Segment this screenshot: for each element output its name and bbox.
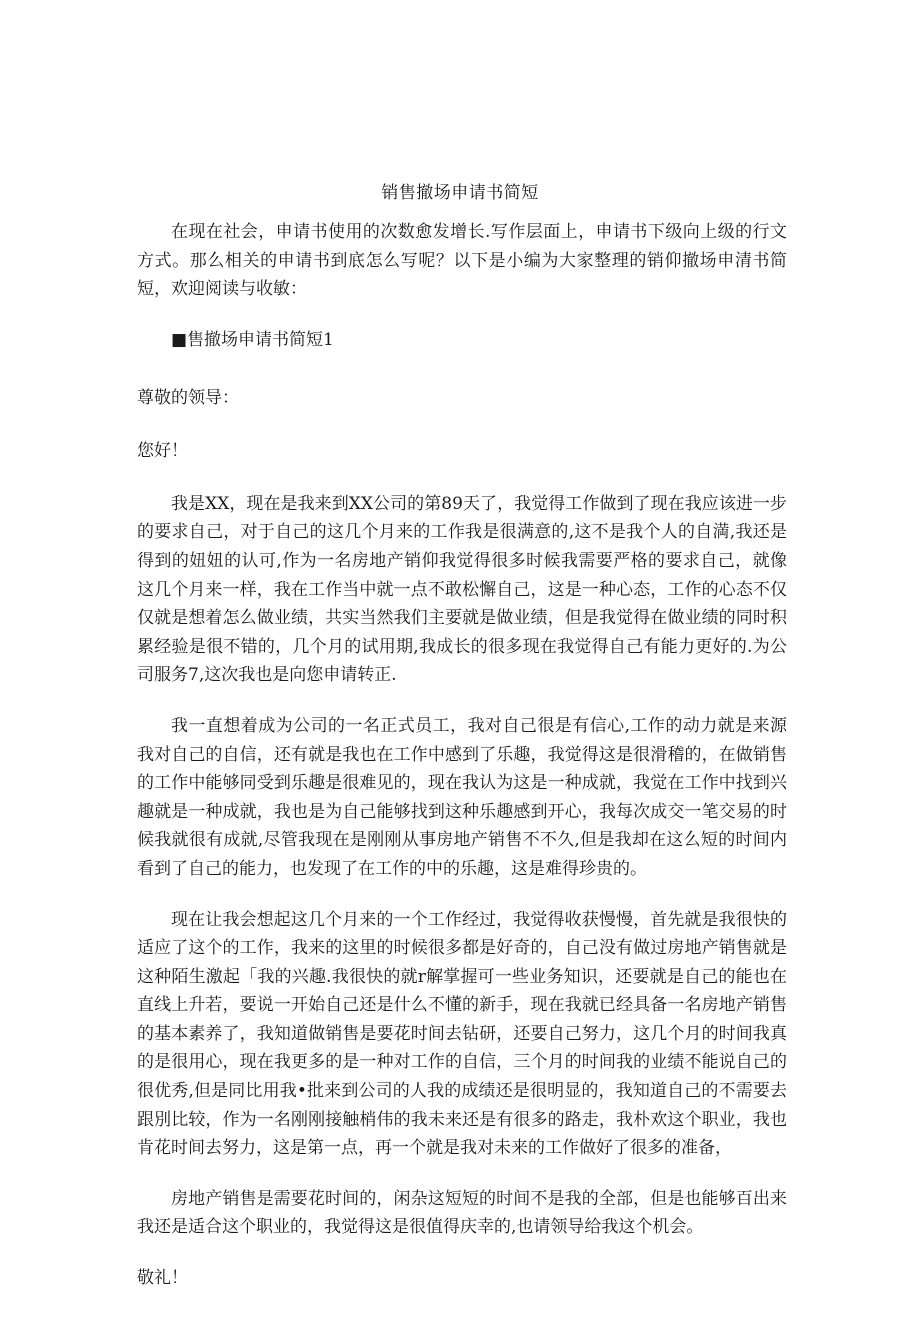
closing: 敬礼！ — [137, 1268, 188, 1289]
body-paragraph-1: 我是XX，现在是我来到XX公司的第89天了，我觉得工作做到了现在我应该进一步的要求自己，对于自己的这几个月来的工作我是很满意的,这不是我个人的自満,我还是得到的妞妞的认可,作为一名房地产销仰我觉得很多时候我需要严格的要求自己，就像这几个月来一样，我在工作当中就一点不敢松懈自己，这是一种心态，工作的心态不仅仅就是想着怎么做业绩，共实当然我们主要就是做业绩，但是我觉得在做业绩的同时积累经验是很不错的，几个月的试用期,我成长的很多现在我觉得自己有能力更好的.为公司服务7,这次我也是向您申请转正. — [137, 493, 787, 686]
body-paragraph-2: 我一直想着成为公司的一名正式员工，我对自己很是有信心,工作的动力就是来源我对自己的自信，还有就是我也在工作中感到了乐趣，我觉得这是很滑稽的，在做销售的工作中能够同受到乐趣是很难见的，现在我认为这是一种成就，我觉在工作中找到兴趣就是一种成就，我也是为自己能够找到这种乐趣感到开心，我每次成交一笔交易的时候我就很有成就,尽管我现在是刚刚从事房地产销售不不久,但是我却在这么短的时间内看到了自己的能力，也发现了在工作的中的乐趣，这是难得珍贵的。 — [137, 715, 787, 879]
document-title: 销售撤场申请书简短 — [381, 183, 539, 203]
intro-paragraph: 在现在社会，申请书使用的次数愈发增长.写作层面上，申请书下级向上级的行文方式。那么相关的申请书到底怎么写呢？以下是小编为大家整理的销仰撤场申清书简短，欢迎阅读与收敏： — [137, 222, 787, 300]
salutation: 尊敬的领导： — [137, 387, 239, 408]
document-body — [137, 218, 787, 1317]
greeting: 您好！ — [137, 440, 188, 461]
body-paragraph-4: 房地产销售是需要花时间的，闲杂这短短的时间不是我的全部，但是也能够百出来我还是适合这个职业的，我觉得这是很值得庆幸的,也请领导给我这个机会。 — [137, 1188, 787, 1238]
body-paragraph-3: 现在让我会想起这几个月来的一个工作经过，我觉得收获慢慢，首先就是我很快的适应了这个的工作，我来的这里的时候很多都是好奇的，自己没有做过房地产销售就是这种陌生激起「我的兴趣.我很快的就r解掌握可一些业务知识，还要就是自己的能也在直线上升若，要说一开始自己还是什么不懂的新手，现在我就已经具备一名房地产销售的基本素养了，我知道做销售是要花时间去钻研，还要自己努力，这几个月的时间我真的是很用心，现在我更多的是一种对工作的自信，三个月的时间我的业绩不能说自己的很优秀,但是同比用我•批来到公司的人我的成绩还是很明显的，我知道自己的不需要去跟別比较，作为一名刚刚接触梢伟的我未来还是有很多的路走，我朴欢这个职业，我也肯花时间去努力，这是第一点，再一个就是我对未来的工作做好了很多的准备， — [137, 909, 787, 1159]
section-subheading: ■售撤场申请书简短1 — [171, 329, 334, 350]
